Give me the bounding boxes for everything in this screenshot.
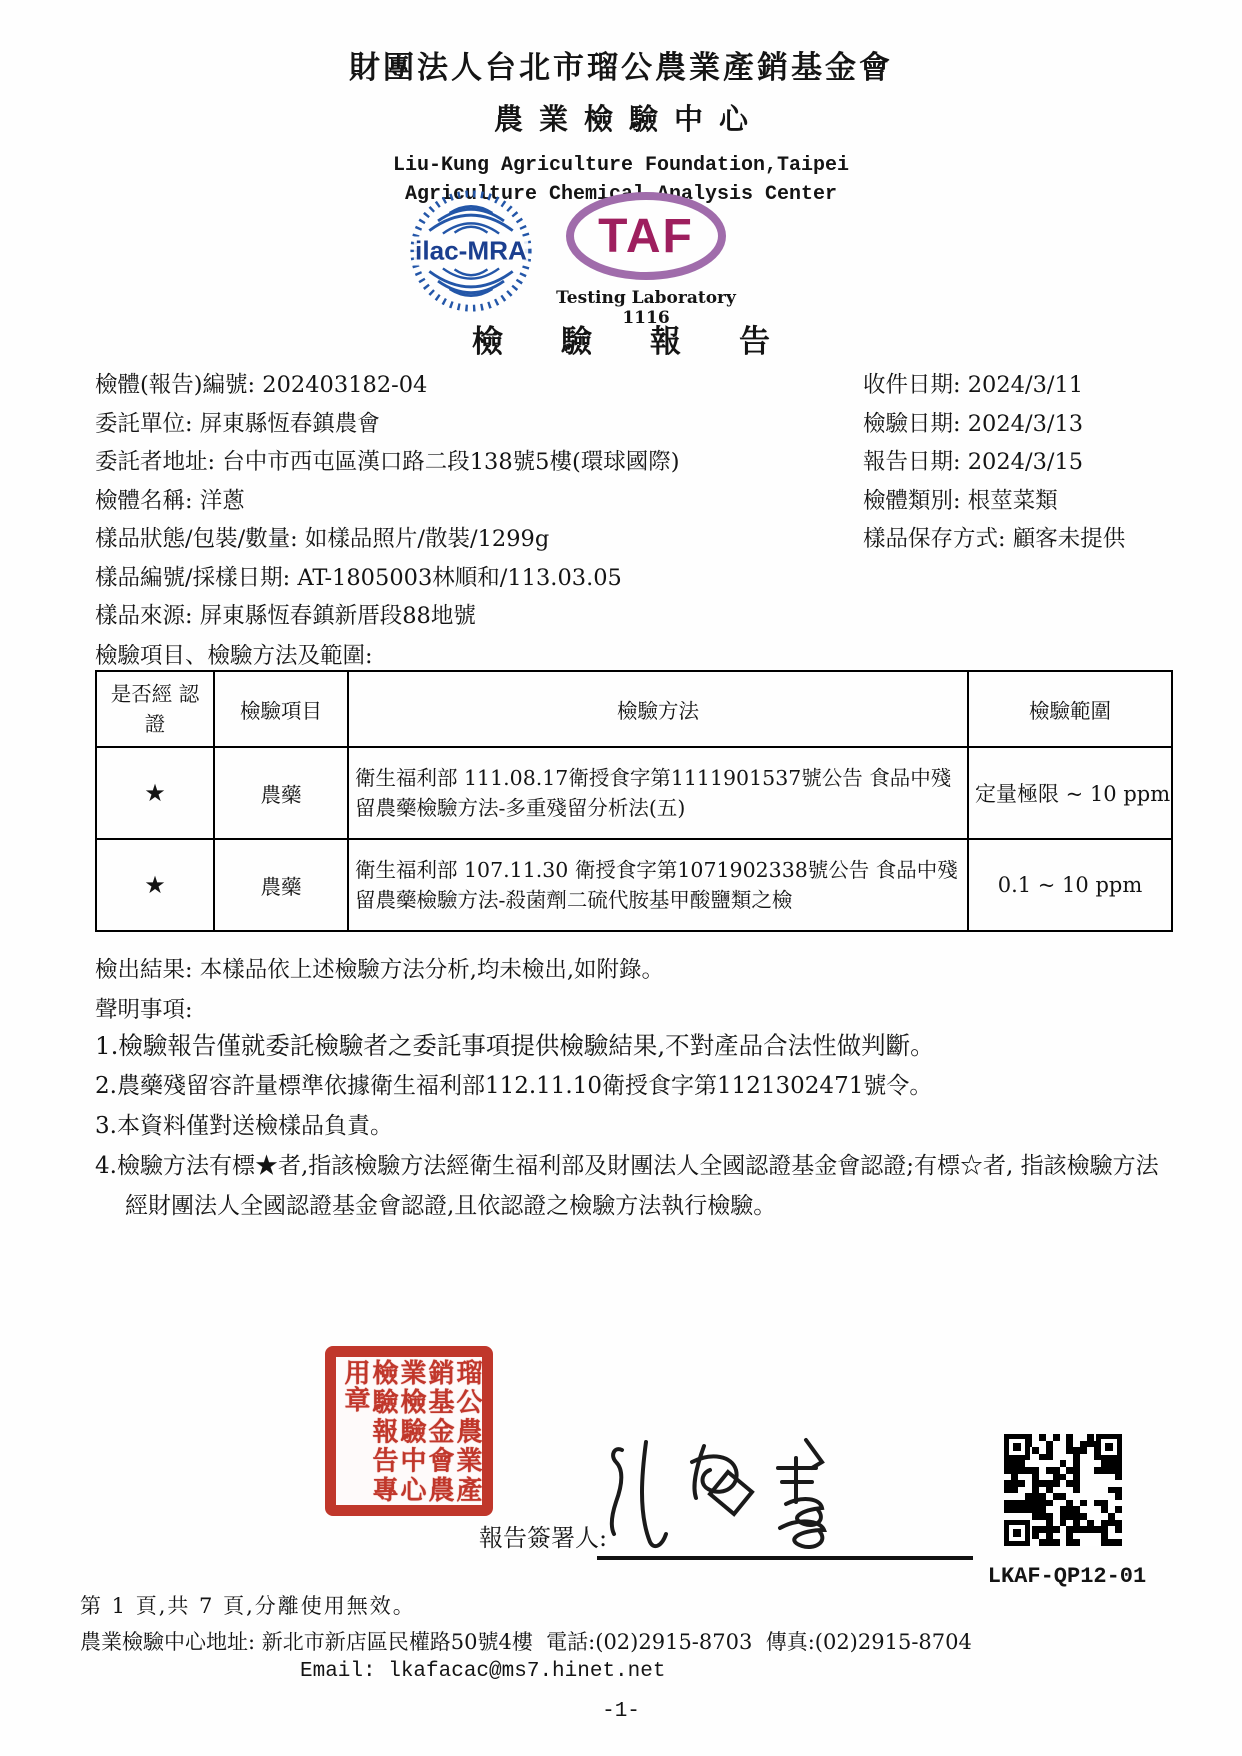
qr-module [1032, 1526, 1039, 1533]
qr-module [1025, 1500, 1032, 1507]
table-row [96, 839, 1172, 931]
qr-module [1060, 1513, 1067, 1520]
qr-module [1066, 1500, 1073, 1507]
cell-certified-star: ★ [96, 839, 214, 931]
qr-module [1039, 1480, 1046, 1487]
ilac-mra-text: ilac-MRA [415, 235, 527, 266]
field-label: 樣品狀態/包裝/數量: [95, 526, 305, 552]
qr-module [1053, 1526, 1060, 1533]
field-value: 台中市西屯區漢口路二段138號5樓(環球國際) [222, 449, 680, 475]
qr-module [1046, 1447, 1053, 1454]
qr-module [1108, 1460, 1115, 1467]
qr-module [1032, 1467, 1039, 1474]
qr-module [1115, 1487, 1122, 1494]
qr-module [1032, 1487, 1039, 1494]
qr-module [1004, 1487, 1011, 1494]
field-value: 2024/3/15 [967, 449, 1084, 475]
field-test-date [863, 405, 1125, 444]
field-sample-source [95, 597, 680, 636]
taf-subtitle: Testing Laboratory [556, 288, 736, 308]
qr-module [1032, 1506, 1039, 1513]
field-label: 檢體類別: [863, 487, 968, 514]
qr-module [1073, 1467, 1080, 1474]
field-value: AT-1805003林順和/113.03.05 [297, 564, 622, 591]
field-label: 委託者地址: [95, 449, 223, 475]
qr-module [1066, 1506, 1073, 1513]
qr-module [1039, 1500, 1046, 1507]
qr-module [1101, 1467, 1108, 1474]
taf-logo-block [556, 190, 736, 328]
info-left-column [95, 366, 680, 636]
qr-module [1004, 1460, 1011, 1467]
qr-module [1011, 1460, 1018, 1467]
qr-module [1108, 1467, 1115, 1474]
qr-module [1101, 1533, 1108, 1540]
qr-module [1073, 1520, 1080, 1527]
taf-lab-number: 1116 [622, 308, 670, 328]
qr-module [1032, 1500, 1039, 1507]
qr-module [1025, 1493, 1032, 1500]
qr-module [1018, 1506, 1025, 1513]
qr-module [1080, 1526, 1087, 1533]
field-label: 檢體(報告)編號: [95, 372, 263, 398]
qr-module [1101, 1460, 1108, 1467]
declaration-item: 4.檢驗方法有標★者,指該檢驗方法經衛生福利部及財團法人全國認證基金會認證;有標☆者, 指該檢驗方法經財團法人全國認證基金會認證,且依認證之檢驗方法執行檢驗。 [95, 1153, 1159, 1219]
qr-module [1046, 1480, 1053, 1487]
report-title: 檢驗報告 [472, 324, 828, 360]
table-row [96, 747, 1172, 839]
qr-module [1046, 1487, 1053, 1494]
field-value: 2024/3/11 [967, 372, 1084, 398]
cell-test-range: 0.1 ~ 10 ppm [968, 839, 1172, 931]
qr-module [1080, 1513, 1087, 1520]
qr-module [1073, 1454, 1080, 1461]
info-right-column [863, 366, 1125, 559]
field-value: 如樣品照片/散裝/1299g [304, 526, 550, 552]
qr-module [1066, 1539, 1073, 1546]
declaration-item: 3.本資料僅對送檢樣品負責。 [95, 1113, 393, 1139]
qr-module [1032, 1474, 1039, 1481]
qr-module [1046, 1539, 1053, 1546]
field-label: 樣品來源: [95, 603, 200, 629]
qr-module [1018, 1500, 1025, 1507]
test-methods-table [95, 670, 1173, 932]
qr-finder-icon [1004, 1520, 1030, 1546]
qr-module [1101, 1500, 1108, 1507]
taf-text: TAF [598, 210, 694, 263]
qr-module [1115, 1526, 1122, 1533]
field-client-address [95, 443, 680, 482]
qr-module [1053, 1493, 1060, 1500]
qr-module [1060, 1520, 1067, 1527]
qr-module [1073, 1539, 1080, 1546]
qr-module [1073, 1460, 1080, 1467]
qr-module [1066, 1441, 1073, 1448]
qr-module [1073, 1487, 1080, 1494]
qr-module [1039, 1434, 1046, 1441]
qr-module [1039, 1506, 1046, 1513]
field-sample-name [95, 482, 680, 521]
qr-code [1004, 1434, 1122, 1546]
qr-module [1066, 1480, 1073, 1487]
qr-module [1087, 1434, 1094, 1441]
field-label: 檢體名稱: [95, 487, 200, 514]
qr-module [1046, 1520, 1053, 1527]
col-header-method: 檢驗方法 [348, 671, 968, 747]
qr-finder-icon [1004, 1434, 1030, 1460]
field-value: 202403182-04 [262, 372, 428, 398]
qr-module [1039, 1513, 1046, 1520]
qr-module [1115, 1467, 1122, 1474]
qr-module [1053, 1434, 1060, 1441]
qr-module [1080, 1500, 1087, 1507]
qr-module [1108, 1520, 1115, 1527]
qr-module [1011, 1487, 1018, 1494]
qr-module [1115, 1539, 1122, 1546]
qr-module [1101, 1539, 1108, 1546]
qr-module [1039, 1493, 1046, 1500]
qr-module [1115, 1474, 1122, 1481]
qr-module [1066, 1467, 1073, 1474]
qr-module [1025, 1467, 1032, 1474]
qr-module [1060, 1493, 1067, 1500]
qr-module [1094, 1467, 1101, 1474]
qr-module [1011, 1474, 1018, 1481]
report-header [0, 42, 1242, 206]
col-header-range: 檢驗範圍 [968, 671, 1172, 747]
qr-module [1039, 1454, 1046, 1461]
declarations-list [95, 1026, 1180, 1226]
qr-module [1032, 1493, 1039, 1500]
qr-module [1053, 1467, 1060, 1474]
qr-module [1060, 1460, 1067, 1467]
taf-logo-icon [561, 190, 731, 282]
qr-module [1066, 1526, 1073, 1533]
field-value: 顧客未提供 [1012, 526, 1126, 552]
org-name-en: Liu-Kung Agriculture Foundation,Taipei [392, 154, 850, 177]
field-client [95, 405, 680, 444]
qr-module [1115, 1493, 1122, 1500]
qr-module [1066, 1513, 1073, 1520]
qr-module [1101, 1506, 1108, 1513]
cell-test-range: 定量極限 ~ 10 ppm [968, 747, 1172, 839]
field-sample-category [863, 482, 1125, 521]
qr-module [1080, 1441, 1087, 1448]
qr-module [1073, 1506, 1080, 1513]
qr-module [1087, 1526, 1094, 1533]
qr-module [1011, 1500, 1018, 1507]
field-sample-id-date [95, 559, 680, 598]
qr-module [1018, 1467, 1025, 1474]
center-name-en: Agriculture Chemical Analysis Center [404, 183, 838, 206]
qr-module [1046, 1467, 1053, 1474]
scope-section-label: 檢驗項目、檢驗方法及範圍: [95, 643, 373, 669]
field-value: 洋蔥 [199, 487, 245, 514]
qr-module [1011, 1467, 1018, 1474]
qr-module [1073, 1526, 1080, 1533]
field-label: 收件日期: [863, 372, 968, 398]
declaration-item: 2.農藥殘留容許量標準依據衛生福利部112.11.10衛授食字第1121302471號令。 [95, 1073, 933, 1099]
qr-module [1046, 1500, 1053, 1507]
field-value: 根莖菜類 [967, 487, 1058, 514]
cell-test-item: 農藥 [214, 747, 348, 839]
qr-module [1073, 1447, 1080, 1454]
qr-module [1060, 1474, 1067, 1481]
qr-module [1018, 1460, 1025, 1467]
qr-module [1094, 1526, 1101, 1533]
qr-module [1011, 1506, 1018, 1513]
qr-finder-icon [1096, 1434, 1122, 1460]
qr-module [1101, 1526, 1108, 1533]
official-seal-text: 瑠公農業產銷基金會農業檢驗中心檢驗報告專用章 [340, 1359, 482, 1503]
qr-module [1004, 1480, 1011, 1487]
qr-module [1066, 1434, 1073, 1441]
qr-module [1046, 1526, 1053, 1533]
qr-module [1073, 1474, 1080, 1481]
field-value: 屏東縣恆春鎮農會 [199, 410, 380, 437]
cell-test-method: 衛生福利部 107.11.30 衛授食字第1071902338號公告 食品中殘留農藥檢驗方法-殺菌劑二硫代胺基甲酸鹽類之檢 [348, 839, 968, 931]
qr-module [1108, 1539, 1115, 1546]
signature-image [600, 1428, 870, 1558]
qr-module [1066, 1447, 1073, 1454]
qr-module [1080, 1447, 1087, 1454]
qr-module [1053, 1474, 1060, 1481]
qr-module [1046, 1441, 1053, 1448]
col-header-certified: 是否經 認證 [96, 671, 214, 747]
qr-module [1115, 1506, 1122, 1513]
footer-page-note: 第 1 頁,共 7 頁,分離使用無效。 [80, 1594, 416, 1618]
center-name-zh: 農業檢驗中心 [493, 102, 764, 136]
footer-page-number: -1- [602, 1700, 640, 1723]
qr-module [1039, 1526, 1046, 1533]
field-report-number [95, 366, 680, 405]
qr-module [1004, 1467, 1011, 1474]
signer-label: 報告簽署人: [479, 1524, 608, 1552]
qr-module [1060, 1506, 1067, 1513]
qr-module [1094, 1500, 1101, 1507]
document-code: LKAF-QP12-01 [987, 1564, 1147, 1589]
field-label: 樣品保存方式: [863, 526, 1013, 552]
field-label: 委託單位: [95, 410, 200, 437]
field-received-date [863, 366, 1125, 405]
qr-module [1115, 1460, 1122, 1467]
footer-email-line: Email: lkafacac@ms7.hinet.net [300, 1660, 666, 1683]
result-line: 檢出結果: 本樣品依上述檢驗方法分析,均未檢出,如附錄。 [95, 957, 665, 983]
field-value: 2024/3/13 [967, 410, 1084, 437]
signature-underline [597, 1556, 973, 1560]
qr-module [1073, 1513, 1080, 1520]
field-label: 檢驗日期: [863, 410, 968, 437]
cell-test-method: 衛生福利部 111.08.17衛授食字第1111901537號公告 食品中殘留農藥檢驗方法-多重殘留分析法(五) [348, 747, 968, 839]
qr-module [1039, 1539, 1046, 1546]
qr-module [1087, 1520, 1094, 1527]
qr-module [1032, 1533, 1039, 1540]
qr-module [1087, 1441, 1094, 1448]
qr-module [1004, 1500, 1011, 1507]
ilac-mra-logo-icon [408, 188, 534, 314]
qr-module [1025, 1506, 1032, 1513]
declaration-item: 1.檢驗報告僅就委託檢驗者之委託事項提供檢驗結果,不對產品合法性做判斷。 [95, 1031, 935, 1060]
qr-module [1011, 1480, 1018, 1487]
qr-module [1053, 1480, 1060, 1487]
qr-module [1004, 1506, 1011, 1513]
qr-module [1046, 1454, 1053, 1461]
qr-module [1032, 1447, 1039, 1454]
footer-address-line: 農業檢驗中心地址: 新北市新店區民權路50號4樓 電話:(02)2915-8703 傳真:(02)2915-8704 [80, 1630, 972, 1654]
cell-test-item: 農藥 [214, 839, 348, 931]
field-label: 樣品編號/採樣日期: [95, 564, 298, 591]
field-sample-state [95, 520, 680, 559]
qr-module [1018, 1480, 1025, 1487]
declarations-title: 聲明事項: [95, 997, 193, 1023]
qr-module [1066, 1533, 1073, 1540]
col-header-item: 檢驗項目 [214, 671, 348, 747]
qr-module [1073, 1480, 1080, 1487]
official-seal [325, 1346, 493, 1516]
qr-module [1053, 1539, 1060, 1546]
accreditation-logos [0, 188, 1242, 328]
qr-module [1046, 1513, 1053, 1520]
qr-module [1115, 1520, 1122, 1527]
field-value: 屏東縣恆春鎮新厝段88地號 [199, 603, 476, 629]
field-label: 報告日期: [863, 449, 968, 475]
org-name-zh: 財團法人台北市瑠公農業產銷基金會 [349, 50, 893, 86]
table-header-row [96, 671, 1172, 747]
qr-module [1032, 1480, 1039, 1487]
field-sample-storage [863, 520, 1125, 559]
cell-certified-star: ★ [96, 747, 214, 839]
field-report-date [863, 443, 1125, 482]
qr-module [1046, 1533, 1053, 1540]
qr-module [1032, 1513, 1039, 1520]
qr-module [1108, 1513, 1115, 1520]
qr-module [1108, 1487, 1115, 1494]
qr-module [1101, 1520, 1108, 1527]
